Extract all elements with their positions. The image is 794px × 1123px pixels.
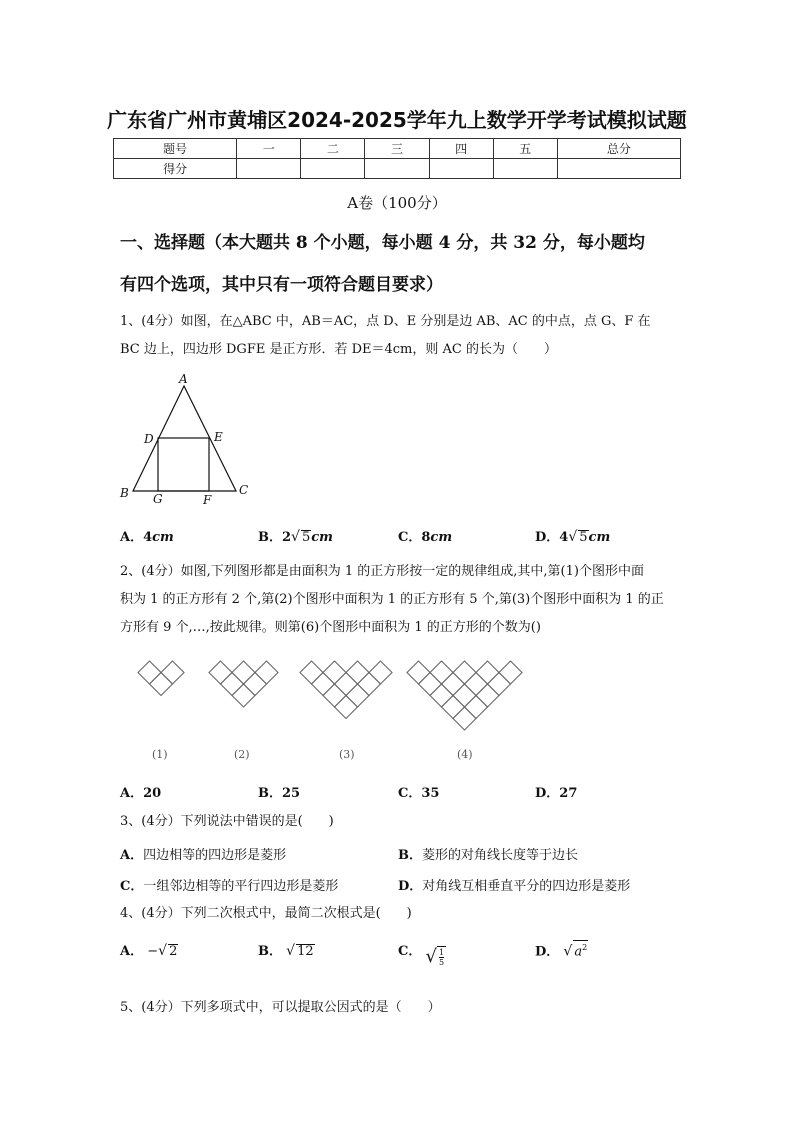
q1-line2: BC 边上，四边形 DGFE 是正方形．若 DE＝4cm，则 AC 的长为（ ） xyxy=(120,342,557,357)
option-sign: − xyxy=(147,944,159,959)
q4-option-c[interactable] xyxy=(398,940,446,968)
option-coef: 4 xyxy=(559,530,569,545)
q1-option-a[interactable] xyxy=(120,526,174,545)
score-table-header-row xyxy=(114,139,681,159)
score-header-cell: 总分 xyxy=(557,139,680,159)
unit-square-diamond xyxy=(419,673,442,696)
option-text: 35 xyxy=(421,786,440,801)
fraction-denominator: 5 xyxy=(438,958,445,967)
unit-square-diamond xyxy=(465,696,488,719)
option-unit: cm xyxy=(430,530,453,545)
unit-square-diamond xyxy=(465,673,488,696)
option-letter: B． xyxy=(258,530,282,545)
option-letter: A． xyxy=(120,530,144,545)
q3-stem: 3、(4分）下列说法中错误的是( ) xyxy=(120,814,334,829)
fig-label-e: E xyxy=(214,430,223,444)
q2-stem xyxy=(120,558,695,642)
fraction-numerator: 1 xyxy=(438,948,445,957)
option-letter: B． xyxy=(258,786,282,801)
option-text: 20 xyxy=(143,786,162,801)
option-unit: cm xyxy=(588,530,611,545)
score-cell xyxy=(557,159,680,179)
unit-square-diamond xyxy=(323,684,346,707)
q2-option-b[interactable] xyxy=(258,782,300,801)
q2-option-d[interactable] xyxy=(535,782,577,801)
unit-square-diamond xyxy=(499,661,522,684)
q5-stem: 5、(4分）下列多项式中，可以提取公因式的是（ ） xyxy=(120,1000,441,1015)
option-text: 27 xyxy=(559,786,578,801)
radical-sign-icon: √ xyxy=(286,943,296,959)
score-table xyxy=(113,138,681,179)
radical-sign-icon: √ xyxy=(425,946,437,967)
unit-square-diamond xyxy=(138,661,161,684)
option-letter: C． xyxy=(398,530,422,545)
option-letter: B． xyxy=(258,944,282,959)
score-header-cell: 二 xyxy=(301,139,365,159)
part1-heading-line2: 有四个选项，其中只有一项符合题目要求） xyxy=(120,275,443,295)
q3-option-d[interactable] xyxy=(398,875,630,894)
option-letter: D． xyxy=(535,786,560,801)
pattern-label-3: (3) xyxy=(339,748,355,761)
part1-heading-line1: 一、选择题（本大题共 8 个小题，每小题 4 分，共 32 分，每小题均 xyxy=(120,233,645,253)
fig-label-d: D xyxy=(144,432,154,446)
unit-square-diamond xyxy=(346,661,369,684)
fig-label-c: C xyxy=(239,483,249,497)
q1-triangle-figure xyxy=(112,370,262,510)
score-header-cell: 四 xyxy=(429,139,493,159)
option-letter: D． xyxy=(535,530,560,545)
option-coef: 8 xyxy=(421,530,431,545)
option-text: 菱形的对角线长度等于边长 xyxy=(422,848,579,863)
square-dgfe xyxy=(158,438,209,491)
option-letter: C． xyxy=(120,879,144,894)
score-cell xyxy=(365,159,429,179)
fig-label-f: F xyxy=(203,493,212,507)
unit-square-diamond xyxy=(407,661,430,684)
radical-sign-icon: √ xyxy=(158,943,168,959)
fig-label-b: B xyxy=(120,486,129,500)
unit-square-diamond xyxy=(335,696,358,719)
fig-label-g: G xyxy=(153,492,163,506)
page-title: 广东省广州市黄埔区2024-2025学年九上数学开学考试模拟试题 xyxy=(107,108,687,132)
score-row-label: 得分 xyxy=(114,159,237,179)
unit-square-diamond xyxy=(430,661,453,684)
score-header-cell: 三 xyxy=(365,139,429,159)
unit-square-diamond xyxy=(300,661,323,684)
q4-option-b[interactable] xyxy=(258,940,315,959)
option-letter: B． xyxy=(398,848,422,863)
radical-sign-icon: √ xyxy=(563,943,573,960)
score-cell xyxy=(429,159,493,179)
q3-option-c[interactable] xyxy=(120,875,338,894)
radical-sign-icon: √ xyxy=(568,529,578,545)
unit-square-diamond xyxy=(488,673,511,696)
unit-square-diamond xyxy=(442,696,465,719)
q1-option-d[interactable] xyxy=(535,526,610,545)
q3-option-a[interactable] xyxy=(120,844,286,863)
radicand-base: a xyxy=(574,944,583,960)
option-text: 四边相等的四边形是菱形 xyxy=(143,848,287,863)
option-text: 一组邻边相等的平行四边形是菱形 xyxy=(143,879,339,894)
option-text: 25 xyxy=(282,786,301,801)
unit-square-diamond xyxy=(442,673,465,696)
unit-square-diamond xyxy=(244,673,267,696)
q3-option-b[interactable] xyxy=(398,844,578,863)
unit-square-diamond xyxy=(430,684,453,707)
unit-square-diamond xyxy=(358,673,381,696)
unit-square-diamond xyxy=(453,684,476,707)
score-cell xyxy=(301,159,365,179)
q2-option-c[interactable] xyxy=(398,782,439,801)
q2-option-a[interactable] xyxy=(120,782,161,801)
radicand-exponent: 2 xyxy=(582,943,588,952)
unit-square-diamond xyxy=(255,661,278,684)
unit-square-diamond xyxy=(209,661,232,684)
option-radicand: 5 xyxy=(301,530,311,545)
fraction-radical xyxy=(426,946,447,968)
option-unit: cm xyxy=(311,530,333,545)
unit-square-diamond xyxy=(232,684,255,707)
unit-square-diamond xyxy=(161,661,184,684)
section-a-heading: A卷（100分） xyxy=(347,194,447,212)
score-header-cell: 题号 xyxy=(114,139,237,159)
unit-square-diamond xyxy=(323,661,346,684)
score-header-cell: 五 xyxy=(493,139,557,159)
q1-option-b[interactable] xyxy=(258,526,333,545)
option-letter: A． xyxy=(120,786,144,801)
score-header-cell: 一 xyxy=(237,139,301,159)
option-letter: A． xyxy=(120,944,144,959)
unit-square-diamond xyxy=(312,673,335,696)
option-letter: C． xyxy=(398,944,422,959)
q1-stem xyxy=(120,308,690,364)
pattern-label-1: (1) xyxy=(152,748,168,761)
unit-square-diamond xyxy=(476,684,499,707)
q4-option-a[interactable] xyxy=(120,940,178,959)
unit-square-diamond xyxy=(453,707,476,730)
option-coef: 2 xyxy=(282,530,292,545)
option-text: 对角线互相垂直平分的四边形是菱形 xyxy=(422,879,631,894)
unit-square-diamond xyxy=(232,661,255,684)
unit-square-diamond xyxy=(150,673,173,696)
fig-label-a: A xyxy=(179,372,188,386)
unit-square-diamond xyxy=(453,661,476,684)
option-letter: A． xyxy=(120,848,144,863)
q2-pattern-figure xyxy=(130,652,530,767)
option-letter: D． xyxy=(535,944,560,960)
option-radicand xyxy=(573,940,588,959)
option-radicand: 2 xyxy=(169,944,178,959)
unit-square-diamond xyxy=(221,673,244,696)
fraction xyxy=(437,946,446,968)
option-radicand: 5 xyxy=(579,530,588,545)
unit-square-diamond xyxy=(335,673,358,696)
q4-stem: 4、(4分）下列二次根式中，最简二次根式是( ) xyxy=(120,906,412,921)
option-letter: D． xyxy=(398,879,423,894)
unit-square-diamond xyxy=(346,684,369,707)
unit-square-diamond xyxy=(369,661,392,684)
score-cell xyxy=(237,159,301,179)
unit-square-diamond xyxy=(476,661,499,684)
pattern-label-4: (4) xyxy=(457,748,473,761)
q2-line2: 积为 1 的正方形有 2 个,第(2)个图形中面积为 1 的正方形有 5 个,第(3)个图形中面积为 1 的正 xyxy=(120,592,664,607)
pattern-label-2: (2) xyxy=(234,748,250,761)
option-radicand: 12 xyxy=(297,944,314,959)
option-unit: cm xyxy=(152,530,174,545)
score-cell xyxy=(493,159,557,179)
option-letter: C． xyxy=(398,786,422,801)
q1-line1: 1、(4分）如图，在△ABC 中，AB＝AC，点 D、E 分别是边 AB、AC 的中点，点 G、F 在 xyxy=(120,314,651,329)
q2-line3: 方形有 9 个,…,按此规律。则第(6)个图形中面积为 1 的正方形的个数为() xyxy=(120,620,541,635)
q1-option-c[interactable] xyxy=(398,526,452,545)
option-coef: 4 xyxy=(143,530,153,545)
q4-option-d[interactable] xyxy=(535,940,588,959)
part1-heading xyxy=(120,222,680,306)
radical-sign-icon: √ xyxy=(291,529,300,545)
q2-line1: 2、(4分）如图,下列图形都是由面积为 1 的正方形按一定的规律组成,其中,第(1)个图形中面 xyxy=(120,564,644,579)
score-table-score-row xyxy=(114,159,681,179)
